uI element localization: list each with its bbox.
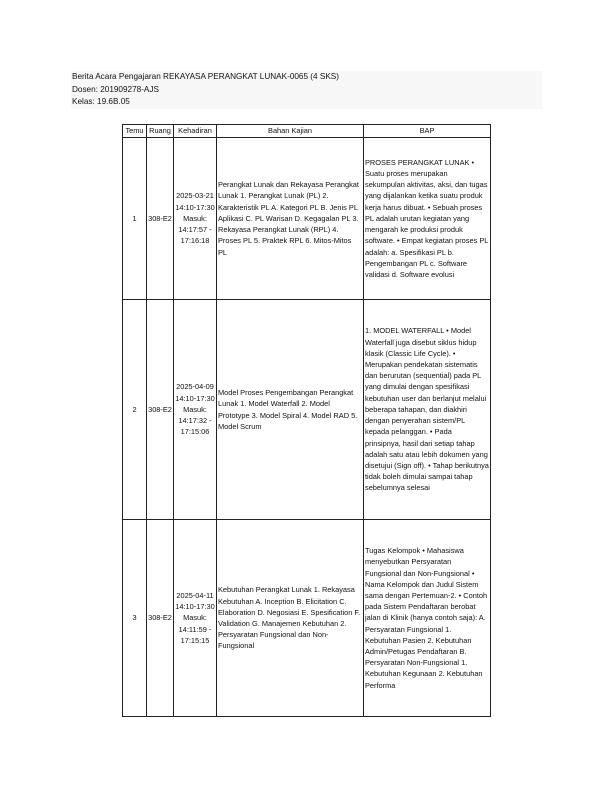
table-row	[123, 300, 491, 520]
lecturer-line: Dosen: 201909278-AJS	[72, 84, 159, 94]
table-row	[123, 138, 491, 300]
column-header-temu: Temu	[123, 125, 147, 138]
cell-bahan-kajian: Perangkat Lunak dan Rekayasa Perangkat Lunak 1. Perangkat Lunak (PL) 2. Karakteristik PL A. Kategori PL B. Jenis PL Aplikasi C. PL Warisan D. Kegagalan PL 3. Rekayasa Perangkat Lunak (RPL) 4. Proses PL 5. Praktek RPL 6. Mitos-Mitos PL	[217, 138, 364, 300]
cell-bap: PROSES PERANGKAT LUNAK • Suatu proses merupakan sekumpulan aktivitas, aksi, dan tugas yang dijalankan ketika suatu produk kerja harus dibuat. • Sebuah proses PL adalah urutan kegiatan yang mengarah ke produksi produk software. • Empat kegiatan proses PL adalah: a. Spesifikasi PL b. Pengembangan PL c. Software validasi d. Software evolusi	[364, 138, 491, 300]
cell-temu: 2	[123, 300, 147, 520]
cell-temu: 1	[123, 138, 147, 300]
table-row	[123, 520, 491, 717]
cell-kehadiran: 2025-04-11 14:10-17:30 Masuk: 14:11:59 - 17:15:15	[174, 520, 217, 717]
cell-bahan-kajian: Kebutuhan Perangkat Lunak 1. Rekayasa Kebutuhan A. Inception B. Elicitation C. Elaboration D. Negosiasi E. Spesification F. Validation G. Manajemen Kebutuhan 2. Persyaratan Fungsional dan Non-Fungsional	[217, 520, 364, 717]
cell-ruang: 308-E2	[147, 138, 174, 300]
cell-ruang: 308-E2	[147, 520, 174, 717]
cell-bahan-kajian: Model Proses Pengembangan Perangkat Lunak 1. Model Waterfall 2. Model Prototype 3. Model Spiral 4. Model RAD 5. Model Scrum	[217, 300, 364, 520]
cell-kehadiran: 2025-04-09 14:10-17:30 Masuk: 14:17:32 - 17:15:06	[174, 300, 217, 520]
column-header-bap: BAP	[364, 125, 491, 138]
cell-bap: Tugas Kelompok • Mahasiswa menyebutkan Persyaratan Fungsional dan Non-Fungsional • Nama Kelompok dan Judul Sistem sama dengan Pertemuan-2. • Contoh pada Sistem Pendaftaran berobat jalan di Klinik (hanya contoh saja): A. Persyaratan Fungsional 1. Kebutuhan Pasien 2. Kebutuhan Admin/Petugas Pendaftaran B. Persyaratan Non-Fungsional 1. Kebutuhan Kegunaan 2. Kebutuhan Performa	[364, 520, 491, 717]
column-header-kehadiran: Kehadiran	[174, 125, 217, 138]
class-line: Kelas: 19.6B.05	[72, 97, 130, 107]
cell-temu: 3	[123, 520, 147, 717]
column-header-bahan-kajian: Bahan Kajian	[217, 125, 364, 138]
document-header	[71, 71, 542, 109]
teaching-record-table	[122, 124, 491, 717]
cell-ruang: 308-E2	[147, 300, 174, 520]
cell-kehadiran: 2025-03-21 14:10-17:30 Masuk: 14:17:57 - 17:16:18	[174, 138, 217, 300]
cell-bap: 1. MODEL WATERFALL • Model Waterfall juga disebut siklus hidup klasik (Classic Life Cycle). • Merupakan pendekatan sistematis dan berurutan (sequential) pada PL yang dimulai dengan spesifikasi kebutuhan user dan berlanjut melalui beberapa tahapan, dan diakhiri dengan penyerahan sistem/PL kepada pelanggan. • Pada prinsipnya, hasil dari setiap tahap adalah satu atau lebih dokumen yang disetujui (Sign off). • Tahap berikutnya tidak boleh dimulai sampai tahap sebelumnya selesai	[364, 300, 491, 520]
table-header-row	[123, 125, 491, 138]
document-title: Berita Acara Pengajaran REKAYASA PERANGKAT LUNAK-0065 (4 SKS)	[72, 72, 339, 81]
column-header-ruang: Ruang	[147, 125, 174, 138]
